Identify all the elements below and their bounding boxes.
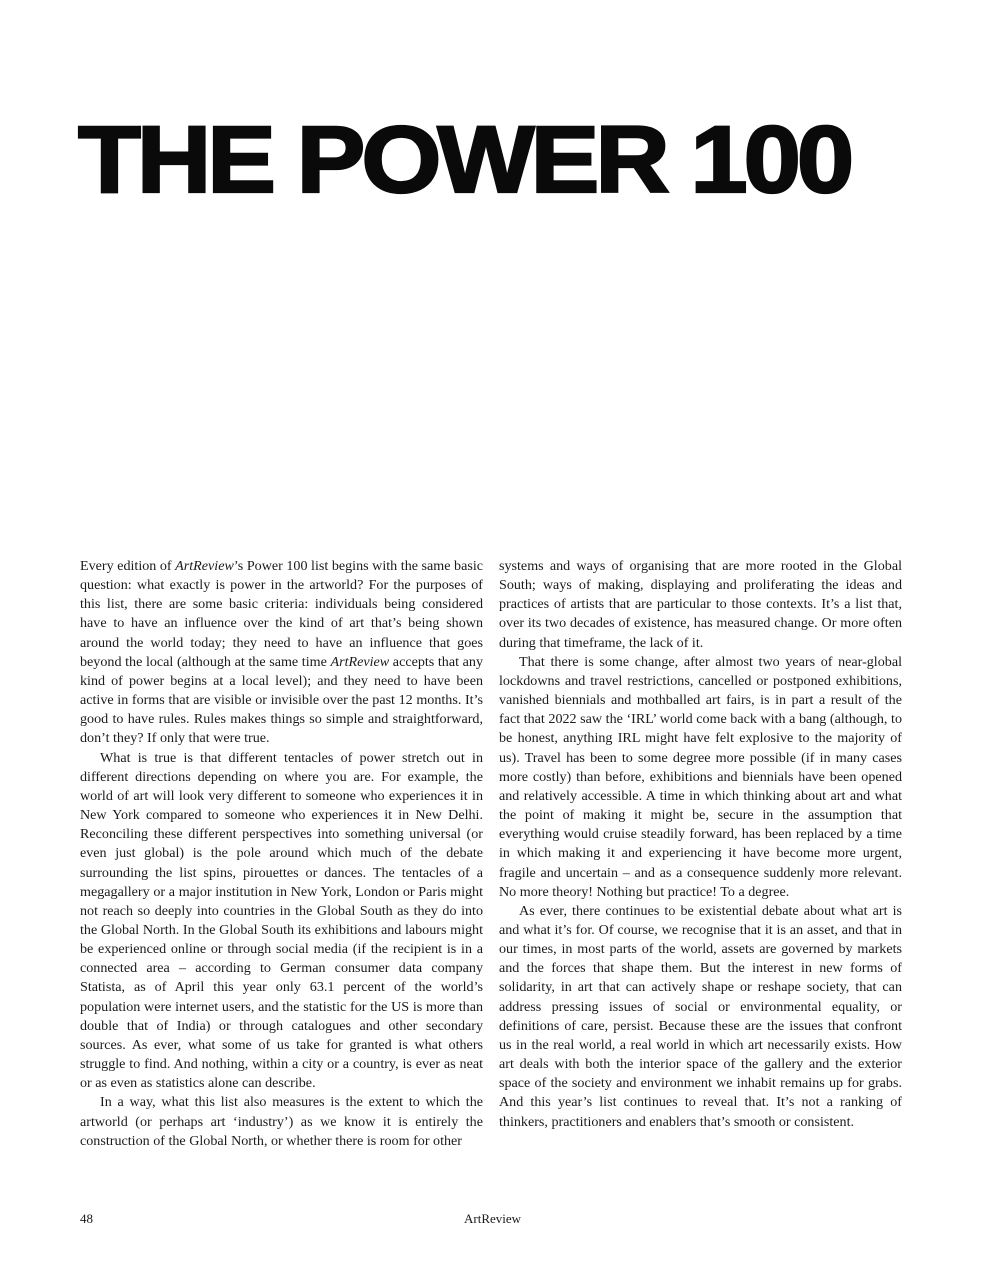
publication-name: ArtReview [330,653,390,670]
paragraph [80,557,483,749]
right-column [499,557,902,1132]
paragraph: What is true is that different tentacles of power stretch out in different directions depending on where you are. For example, the world of art will look very different to someone who experiences it in New York compared to someone who experiences it in New Delhi. Reconciling these different perspectives into something universal (or even just global) is the pole around which much of the debate surrounding the list spins, pirouettes or dances. The tentacles of a megagallery or a major institution in New York, London or Paris might not reach so deeply into countries in the Global South as they do into the Global North. In the Global South its exhibitions and labours might be experienced online or through social media (if the recipient is in a connected area – according to German consumer data company Statista, as of April this year only 63.1 percent of the world’s population were internet users, and the statistic for the US is more than double that of India) or through catalogues and other secondary sources. As ever, what some of us take for granted is what others struggle to find. And nothing, within a city or a country, is ever as neat or as even as statistics alone can describe. [80,749,483,1092]
magazine-name: ArtReview [464,1211,522,1226]
text-run: Every edition of [80,558,176,574]
left-column [80,557,483,1151]
page-title: THE POWER 100 [78,106,851,213]
text-run: accepts that any kind of power begins at a local level); and they need to have been active in forms that are visible or invisible over the past 12 months. It’s good to have rules. Rules makes things so simple and straightforward, don’t they? If only that were true. [80,653,483,747]
paragraph: In a way, what this list also measures is the extent to which the artworld (or perhaps art ‘industry’) as we know it is entirely the construction of the Global North, or whether there is room for other [80,1094,483,1149]
paragraph: That there is some change, after almost two years of near-global lockdowns and travel restrictions, cancelled or postponed exhibitions, vanished biennials and mothballed art fairs, is in part a result of the fact that 2022 saw the ‘IRL’ world come back with a bang (although, to be honest, anything IRL might have felt explosive to the majority of us). Travel has been to some degree more possible (if in many cases more costly) than before, exhibitions and biennials have been opened and relatively accessible. A time in which thinking about art and what the point of making it might be, secure in the assumption that everything would cruise steadily forward, has been replaced by a time in which making it and experiencing it have become more urgent, fragile and uncertain – and as a consequence suddenly more relevant. No more theory! Nothing but practice! To a degree. [499,653,902,900]
paragraph: systems and ways of organising that are more rooted in the Global South; ways of making, displaying and proliferating the ideas and practices of artists that are particular to those contexts. It’s a list that, over its two decades of existence, has measured change. Or more often during that timeframe, the lack of it. [499,558,902,651]
page-number: 48 [80,1211,93,1226]
paragraph: As ever, there continues to be existential debate about what art is and what it’s for. Of course, we recognise that it is an asset, and that in our times, in most parts of the world, assets are governed by markets and the forces that shape them. But the interest in new forms of solidarity, in art that can actively shape or reshape society, that can address pressing issues of social or environmental equality, or definitions of care, persist. Because these are the issues that confront us in the real world, a real world in which art necessarily exists. How art deals with both the interior space of the gallery and the exterior space of the society and environment we inhabit remains up for grabs. And this year’s list continues to reveal that. It’s not a ranking of thinkers, practitioners and enablers that’s smooth or consistent. [499,902,902,1130]
text-run: ’s Power 100 list begins with the same basic question: what exactly is power in the artworld? For the purposes of this list, there are some basic criteria: individuals being considered have to have an influence over the kind of art that’s being shown around the world today; they need to have an influence that goes beyond the local (although at the same time [80,558,483,670]
publication-name: ArtReview [175,558,234,574]
